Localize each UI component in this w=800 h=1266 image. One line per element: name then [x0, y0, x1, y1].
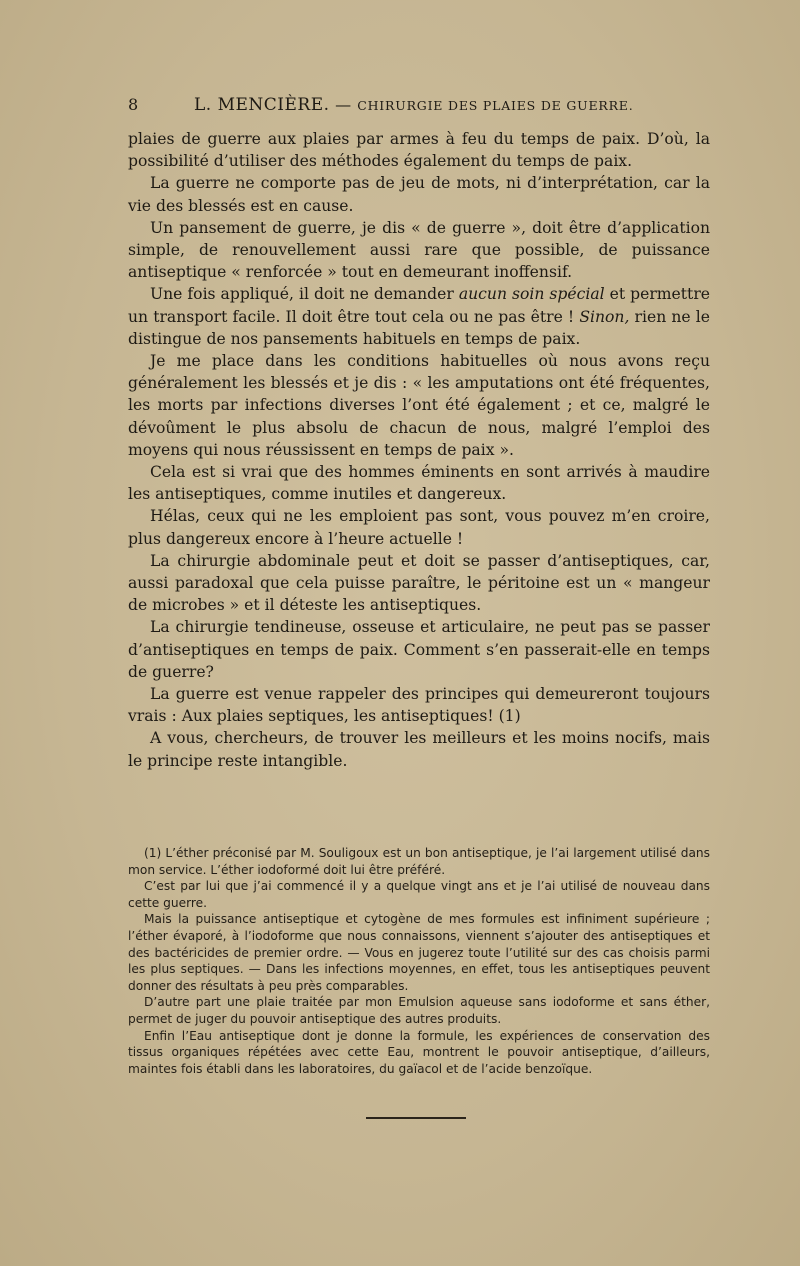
- footnote: D’autre part une plaie traitée par mon Emulsion aqueuse sans iodoforme et sans éther, permet de juger du pouvoir antiseptique des autres produits.: [128, 995, 710, 1026]
- footnotes: [128, 845, 710, 1077]
- paragraph: Cela est si vrai que des hommes éminents en sont arrivés à maudire les antiseptiques, comme inutiles et dangereux.: [128, 463, 710, 504]
- paragraph: La chirurgie abdominale peut et doit se passer d’antiseptiques, car, aussi paradoxal que cela puisse paraître, le péritoine est un « mangeur de microbes » et il déteste les antiseptiques.: [128, 551, 710, 615]
- paragraph: Hélas, ceux qui ne les emploient pas sont, vous pouvez m’en croire, plus dangereux encore à l’heure actuelle !: [128, 507, 710, 548]
- footnote: (1) L’éther préconisé par M. Souligoux est un bon antiseptique, je l’ai largement utilisé dans mon service. L’éther iodoformé doit lui être préféré.: [128, 846, 710, 877]
- main-text: [128, 128, 710, 772]
- running-header-author: L. MENCIÈRE.: [194, 95, 330, 115]
- paragraph: [128, 283, 710, 350]
- footnote: C’est par lui que j’ai commencé il y a quelque vingt ans et je l’ai utilisé de nouveau dans cette guerre.: [128, 879, 710, 910]
- running-header-separator: —: [329, 95, 358, 114]
- running-header-title: CHIRURGIE DES PLAIES DE GUERRE.: [357, 98, 634, 113]
- footnote: Enfin l’Eau antiseptique dont je donne la formule, les expériences de conservation des tissus organiques répétées avec cette Eau, montrent le pouvoir antiseptique, d’ailleurs, maintes fois établi dans les laboratoires, du gaïacol et de l’acide benzoïque.: [128, 1028, 710, 1076]
- emphasis-text: Sinon,: [579, 307, 630, 326]
- paragraph-text: Une fois appliqué, il doit ne demander: [150, 285, 459, 304]
- paragraph-text: et permettre un transport facile. Il doit être tout cela ou ne pas être !: [128, 285, 710, 326]
- footnote: Mais la puissance antiseptique et cytogène de mes formules est infiniment supérieure ; l’éther évaporé, à l’iodoforme que nous connaissons, viennent s’ajouter des antiseptiques et des bactéricides de premier ordre. — Vous en jugerez toute l’utilité sur des cas choisis parmi les plus septiques. — Dans les infections moyennes, en effet, tous les antiseptiques peuvent donner des résultats à peu près comparables.: [128, 912, 710, 993]
- page-number: 8: [128, 95, 139, 114]
- paragraph: La guerre est venue rappeler des principes qui demeureront toujours vrais : Aux plaies septiques, les antiseptiques! (1): [128, 685, 710, 726]
- paragraph: La chirurgie tendineuse, osseuse et articulaire, ne peut pas se passer d’antiseptiques en temps de paix. Comment s’en passerait-elle en temps de guerre?: [128, 618, 710, 681]
- paragraph: A vous, chercheurs, de trouver les meilleurs et les moins nocifs, mais le principe reste intangible.: [128, 729, 710, 770]
- paragraph: La guerre ne comporte pas de jeu de mots, ni d’interprétation, car la vie des blessés est en cause.: [128, 174, 710, 215]
- paragraph-text: rien ne le distingue de nos pansements habituels en temps de paix.: [128, 307, 710, 348]
- end-rule: [366, 1117, 466, 1119]
- paragraph: Je me place dans les conditions habituelles où nous avons reçu généralement les blessés et je dis : « les amputations ont été fréquentes, les morts par infections diverses l’ont été également ; et ce, malgré le dévoûment le plus absolu de chacun de nous, malgré l’emploi des moyens qui nous réussissent en temps de paix ».: [128, 352, 710, 459]
- running-header: [128, 95, 728, 115]
- paragraph: Un pansement de guerre, je dis « de guerre », doit être d’application simple, de renouvellement aussi rare que possible, de puissance antiseptique « renforcée » tout en demeurant inoffensif.: [128, 218, 710, 282]
- emphasis-text: aucun soin spécial: [458, 285, 605, 304]
- paragraph: plaies de guerre aux plaies par armes à feu du temps de paix. D’où, la possibilité d’utiliser des méthodes également du temps de paix.: [128, 130, 710, 171]
